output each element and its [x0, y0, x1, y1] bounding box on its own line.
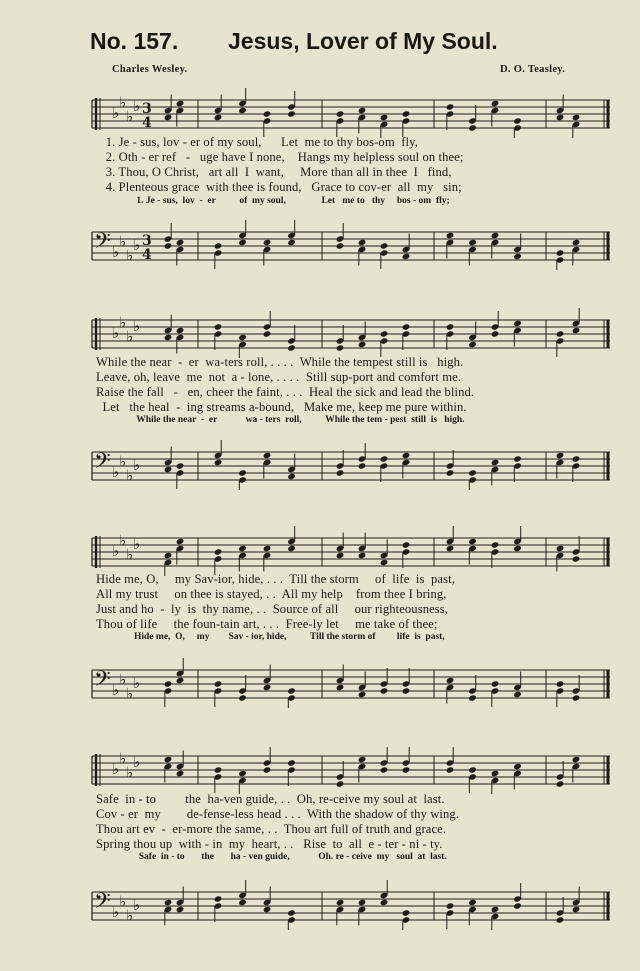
treble-staff-lines: [90, 744, 612, 794]
verse-line-2: 2. Oth - er ref - uge have I none, Hangs my helpless soul on thee;: [96, 150, 464, 164]
svg-text:♭: ♭: [119, 232, 127, 251]
treble-staff-lines: [90, 308, 612, 358]
music-system-2: [0, 300, 640, 500]
bass-staff: [90, 658, 612, 708]
svg-text:♭: ♭: [119, 313, 127, 332]
bass-staff-lines: [90, 440, 612, 490]
bass-lyric-line: Hide me, O, my Sav - ior, hide, Till the storm of life is past,: [96, 632, 445, 642]
svg-text:3: 3: [142, 233, 152, 249]
verse-line-3: Thou art ev - er-more the same, . . Thou art full of truth and grace.: [96, 822, 447, 836]
svg-text:♭: ♭: [112, 243, 120, 261]
svg-text:♭: ♭: [112, 324, 120, 342]
verse-line-1: Safe in - to the ha-ven guide, . . Oh, re-ceive my soul at last.: [96, 792, 445, 806]
svg-text:♭: ♭: [119, 531, 127, 550]
hymn-title: Jesus, Lover of My Soul.: [228, 28, 498, 54]
verse-line-4: Spring thou up with - in my heart, . . Rise to all e - ter - ni - ty.: [96, 837, 443, 851]
svg-text:♭: ♭: [133, 236, 141, 254]
verse-line-1: 1. Je - sus, lov - er of my soul, Let me to thy bos-om fly,: [96, 135, 418, 149]
bass-lyric-line: 1. Je - sus, lov - er of my soul, Let me to thy bos - om fly;: [96, 196, 450, 206]
music-credit: D. O. Teasley.: [500, 64, 566, 75]
verse-line-4: Thou of life the foun-tain art, . . . Free-ly let me take of thee;: [96, 617, 438, 631]
music-system-1: [0, 78, 640, 278]
svg-text:♭: ♭: [112, 903, 120, 921]
treble-staff: [90, 88, 612, 138]
svg-text:♭: ♭: [133, 753, 141, 771]
verse-line-4: 4. Plenteous grace with thee is found, Grace to cov-er all my sin;: [96, 180, 462, 194]
music-system-4: [0, 738, 640, 948]
svg-text:♭: ♭: [133, 535, 141, 553]
svg-text:𝄢: 𝄢: [94, 229, 111, 259]
bass-staff-lines: [90, 220, 612, 270]
svg-text:𝄢: 𝄢: [94, 667, 111, 697]
svg-text:♭: ♭: [119, 892, 127, 911]
svg-text:♭: ♭: [112, 681, 120, 699]
svg-text:♭: ♭: [112, 760, 120, 778]
svg-text:♭: ♭: [119, 452, 127, 471]
bass-staff: [90, 440, 612, 490]
verse-line-3: Raise the fall - en, cheer the faint, . . . Heal the sick and lead the blind.: [96, 385, 475, 399]
verse-line-4: Let the heal - ing streams a-bound, Make me, keep me pure within.: [96, 400, 467, 414]
svg-text:♭: ♭: [112, 542, 120, 560]
bass-lyric-line: While the near - er wa - ters roll, While the tem - pest still is high.: [96, 415, 465, 425]
svg-text:♭: ♭: [126, 327, 134, 346]
svg-text:♭: ♭: [126, 545, 134, 564]
hymn-header: [0, 26, 640, 62]
verse-line-1: While the near - er wa-ters roll, . . . . While the tempest still is high.: [96, 355, 464, 369]
svg-text:♭: ♭: [133, 896, 141, 914]
svg-text:♭: ♭: [126, 466, 134, 485]
svg-text:♭: ♭: [119, 749, 127, 768]
music-system-3: [0, 520, 640, 720]
svg-text:4: 4: [142, 115, 152, 131]
svg-text:♭: ♭: [126, 906, 134, 925]
bass-lyric-line: Safe in - to the ha - ven guide, Oh. re - ceive my soul at last.: [96, 852, 447, 862]
svg-text:3: 3: [142, 101, 152, 117]
bass-staff-lines: [90, 880, 612, 930]
bass-staff-lines: [90, 658, 612, 708]
svg-text:♭: ♭: [126, 246, 134, 265]
svg-text:𝄢: 𝄢: [94, 889, 111, 919]
svg-text:4: 4: [142, 247, 152, 263]
svg-text:♭: ♭: [112, 463, 120, 481]
treble-staff: [90, 744, 612, 794]
svg-text:𝄢: 𝄢: [94, 449, 111, 479]
svg-text:♭: ♭: [133, 674, 141, 692]
verse-line-3: Just and ho - ly is thy name, . . Source of all our righteousness,: [96, 602, 449, 616]
verse-line-1: Hide me, O, my Sav-ior, hide, . . . Till the storm of life is past,: [96, 572, 455, 586]
verse-line-2: Leave, oh, leave me not a - lone, . . . . Still sup-port and comfort me.: [96, 370, 462, 384]
hymn-number: No. 157.: [90, 28, 179, 54]
words-credit: Charles Wesley.: [112, 64, 188, 75]
svg-text:♭: ♭: [126, 763, 134, 782]
verse-line-2: Cov - er my de-fense-less head . . . With the shadow of thy wing.: [96, 807, 460, 821]
verse-line-2: All my trust on thee is stayed, . . All my help from thee I bring,: [96, 587, 447, 601]
svg-text:♭: ♭: [133, 97, 141, 115]
treble-staff: [90, 308, 612, 358]
verse-line-3: 3. Thou, O Christ, art all I want, More than all in thee I find,: [96, 165, 452, 179]
treble-staff-lines: [90, 88, 612, 138]
treble-staff: [90, 526, 612, 576]
treble-staff-lines: [90, 526, 612, 576]
svg-text:♭: ♭: [126, 107, 134, 126]
svg-text:♭: ♭: [126, 684, 134, 703]
svg-text:♭: ♭: [133, 456, 141, 474]
svg-text:♭: ♭: [133, 317, 141, 335]
bass-staff: [90, 220, 612, 270]
svg-text:♭: ♭: [112, 104, 120, 122]
svg-text:♭: ♭: [119, 670, 127, 689]
svg-text:♭: ♭: [119, 93, 127, 112]
bass-staff: [90, 880, 612, 930]
